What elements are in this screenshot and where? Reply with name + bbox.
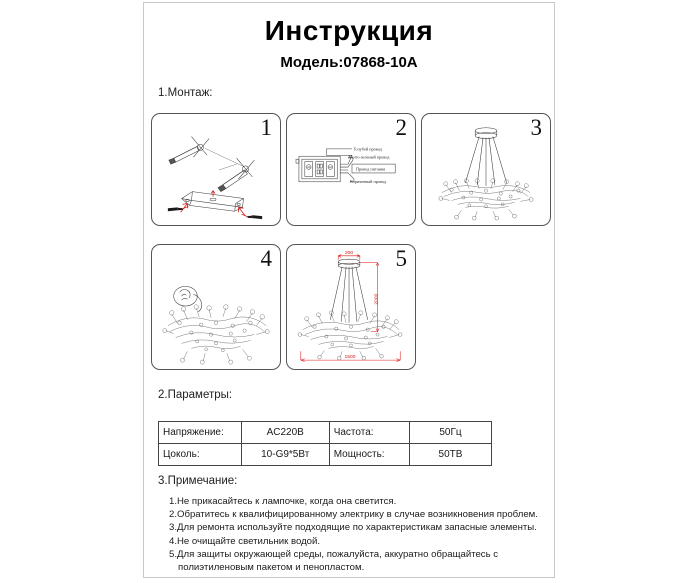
dimension-drop-height: 2000 <box>374 293 380 305</box>
note-item: 3.Для ремонта используйте подходящие по характеристикам запасные элементы. <box>169 522 537 534</box>
panel-1-mounting-hardware <box>151 113 281 226</box>
note-item: 1.Не прикасайтесь к лампочке, когда она светится. <box>169 496 397 507</box>
section-heading-mounting: 1.Монтаж: <box>158 87 213 99</box>
note-item: 2.Обратитесь к квалифицированному электрику в случае возникновения проблем. <box>169 509 538 521</box>
param-label-frequency: Частота: <box>329 422 409 444</box>
manual-page <box>143 2 555 578</box>
wire-label-blue: Голубой провод <box>353 146 382 152</box>
dimension-fixture-width: 1500 <box>344 355 356 361</box>
param-label-socket: Цоколь: <box>159 444 242 466</box>
parameters-table <box>158 421 492 466</box>
param-value-power: 50ТВ <box>410 444 492 466</box>
note-item: 4.Не очищайте светильник водой. <box>169 535 321 547</box>
dimensions-illustration <box>287 245 415 369</box>
panel-number: 4 <box>260 246 272 271</box>
wire-label-brown: Коричневый провод <box>350 178 387 184</box>
panel-5-dimensions <box>286 244 416 370</box>
param-value-socket: 10-G9*5Вт <box>241 444 329 466</box>
panel-number: 5 <box>395 246 407 271</box>
note-item: 5.Для защиты окружающей среды, пожалуйста, аккуратно обращайтесь с <box>169 548 499 560</box>
panel-4-bulb-installation <box>151 244 281 370</box>
param-label-power: Мощность: <box>329 444 409 466</box>
notes-list <box>169 495 549 574</box>
wire-label-power: Провод питания <box>355 166 386 172</box>
section-heading-parameters: 2.Параметры: <box>158 389 233 401</box>
wiring-diagram-illustration <box>287 114 415 225</box>
param-value-frequency: 50Гц <box>410 422 492 444</box>
page-title: Инструкция <box>264 15 434 46</box>
assembled-chandelier-illustration <box>422 114 550 225</box>
model-number: Модель:07868-10A <box>280 54 418 71</box>
table-row <box>159 422 492 444</box>
panel-number: 1 <box>260 115 272 140</box>
section-heading-notes: 3.Примечание: <box>158 475 238 487</box>
panel-3-assembled-fixture <box>421 113 551 226</box>
param-label-voltage: Напряжение: <box>159 422 242 444</box>
param-value-voltage: AC220B <box>241 422 329 444</box>
mounting-hardware-illustration <box>152 114 280 225</box>
wire-label-yellow-green: Желто-зеленый провод <box>348 154 390 160</box>
bulb-installation-illustration <box>152 245 280 369</box>
dimension-canopy-width: 200 <box>344 250 354 256</box>
panel-2-wiring-diagram <box>286 113 416 226</box>
table-row <box>159 444 492 466</box>
note-item-continuation: полиэтиленовым пакетом и пенопластом. <box>178 562 365 574</box>
panel-number: 2 <box>395 115 407 140</box>
panel-number: 3 <box>530 115 542 140</box>
